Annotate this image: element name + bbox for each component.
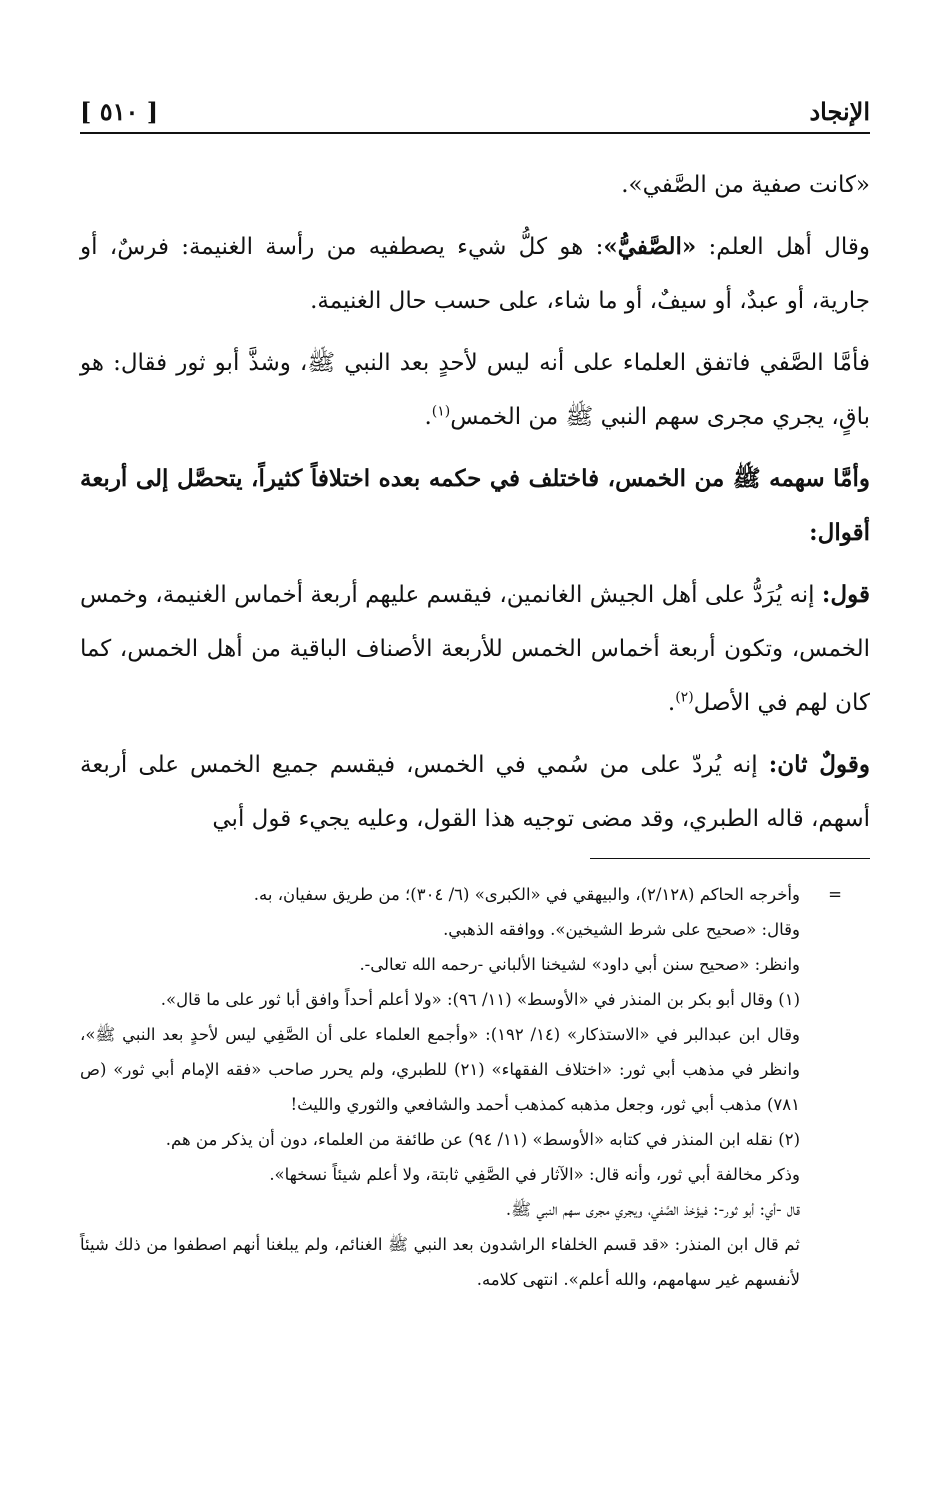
footnote-1: (١) وقال أبو بكر بن المنذر في «الأوسط» (١١/ ٩٦): «ولا أعلم أحداً وافق أبا ثور على ما قال». — [160, 990, 800, 1009]
paragraph-5-lead: قول: — [821, 581, 870, 608]
footnote-2: (٢) نقله ابن المنذر في كتابه «الأوسط» (١١/ ٩٤) عن طائفة من العلماء، دون أن يذكر من هم. — [165, 1130, 800, 1149]
paragraph-2 — [80, 220, 870, 328]
main-text — [80, 158, 870, 846]
footnote-ref-2[interactable]: (٢) — [675, 689, 694, 706]
paragraph-6-lead: وقولٌ ثان: — [768, 751, 870, 778]
page-header — [80, 86, 870, 134]
paragraph-5 — [80, 568, 870, 730]
footnote-line: وقال: «صحيح على شرط الشيخين». ووافقه الذهبي. — [443, 920, 800, 939]
footnote-line: وأخرجه الحاكم (٢/١٢٨)، والبيهقي في «الكبرى» (٦/ ٣٠٤)؛ من طريق سفيان، به. — [253, 885, 800, 904]
paragraph-3-text: فأمَّا الصَّفي فاتفق العلماء على أنه ليس لأحدٍ بعد النبي ﷺ، وشذَّ أبو ثور فقال: هو باقٍ، يجري مجرى سهم النبي ﷺ من الخمس — [80, 350, 870, 430]
footnote-divider — [590, 858, 870, 859]
term-safi: «الصَّفيُّ» — [603, 233, 697, 260]
paragraph-2-lead: وقال أهل العلم: — [696, 234, 870, 260]
footnote-line: وانظر: «صحيح سنن أبي داود» لشيخنا الألباني -رحمه الله تعالى-. — [359, 955, 800, 974]
continuation-mark: = — [828, 885, 842, 904]
paragraph-2-rest: : هو كلُّ شيء يصطفيه من رأسة الغنيمة: فرسٌ، أو جارية، أو عبدٌ، أو سيفٌ، أو ما شاء، على حسب حال الغنيمة. — [80, 234, 870, 314]
footnote-line: وذكر مخالفة أبي ثور، وأنه قال: «الآثار في الصَّفِي ثابتة، ولا أعلم شيئاً نسخها». — [269, 1165, 800, 1184]
footnote-line: قال -أي: أبو ثور-: فيؤخذ الصَّفي، ويجري مجرى سهم النبي ﷺ. — [505, 1200, 800, 1219]
paragraph-6-text: إنه يُردّ على من سُمي في الخمس، فيقسم جميع الخمس على أربعة أسهم، قاله الطبري، وقد مضى توجيه هذا القول، وعليه يجيء قول أبي — [80, 752, 870, 832]
running-title: الإنجاد — [809, 97, 870, 126]
paragraph-1: «كانت صفية من الصَّفي». — [621, 172, 870, 198]
paragraph-5-end: . — [667, 690, 676, 716]
paragraph-3-end: . — [424, 404, 432, 430]
footnotes — [80, 877, 870, 1297]
paragraph-6 — [80, 738, 870, 846]
footnote-ref-1[interactable]: (١) — [431, 403, 451, 420]
paragraph-4: وأمَّا سهمه ﷺ من الخمس، فاختلف في حكمه بعده اختلافاً كثيراً، يتحصَّل إلى أربعة أقوال: — [80, 465, 870, 546]
footnote-continuation — [80, 877, 870, 912]
paragraph-3 — [80, 336, 870, 444]
paragraph-5-text: إنه يُرَدُّ على أهل الجيش الغانمين، فيقسم عليهم أربعة أخماس الغنيمة، وخمس الخمس، وتكون أربعة أخماس الخمس للأربعة الأصناف الباقية من أهل الخمس، كما كان لهم في الأصل — [80, 582, 870, 716]
footnote-line: وقال ابن عبدالبر في «الاستذكار» (١٤/ ١٩٢): «وأجمع العلماء على أن الصَّفِي ليس لأحدٍ بعد النبي ﷺ»، وانظر في مذهب أبي ثور: «اختلاف الفقهاء» (٢١) للطبري، ولم يحرر صاحب «فقه الإمام أبي ثور» (ص ٧٨١) مذهب أبي ثور، وجعل مذهبه كمذهب أحمد والشافعي والثوري والليث! — [80, 1025, 800, 1114]
page-number: [ ٥١٠ ] — [80, 97, 159, 126]
footnote-line: ثم قال ابن المنذر: «قد قسم الخلفاء الراشدون بعد النبي ﷺ الغنائم، ولم يبلغنا أنهم اصطفوا من ذلك شيئاً لأنفسهم غير سهامهم، والله أعلم». انتهى كلامه. — [80, 1235, 800, 1289]
